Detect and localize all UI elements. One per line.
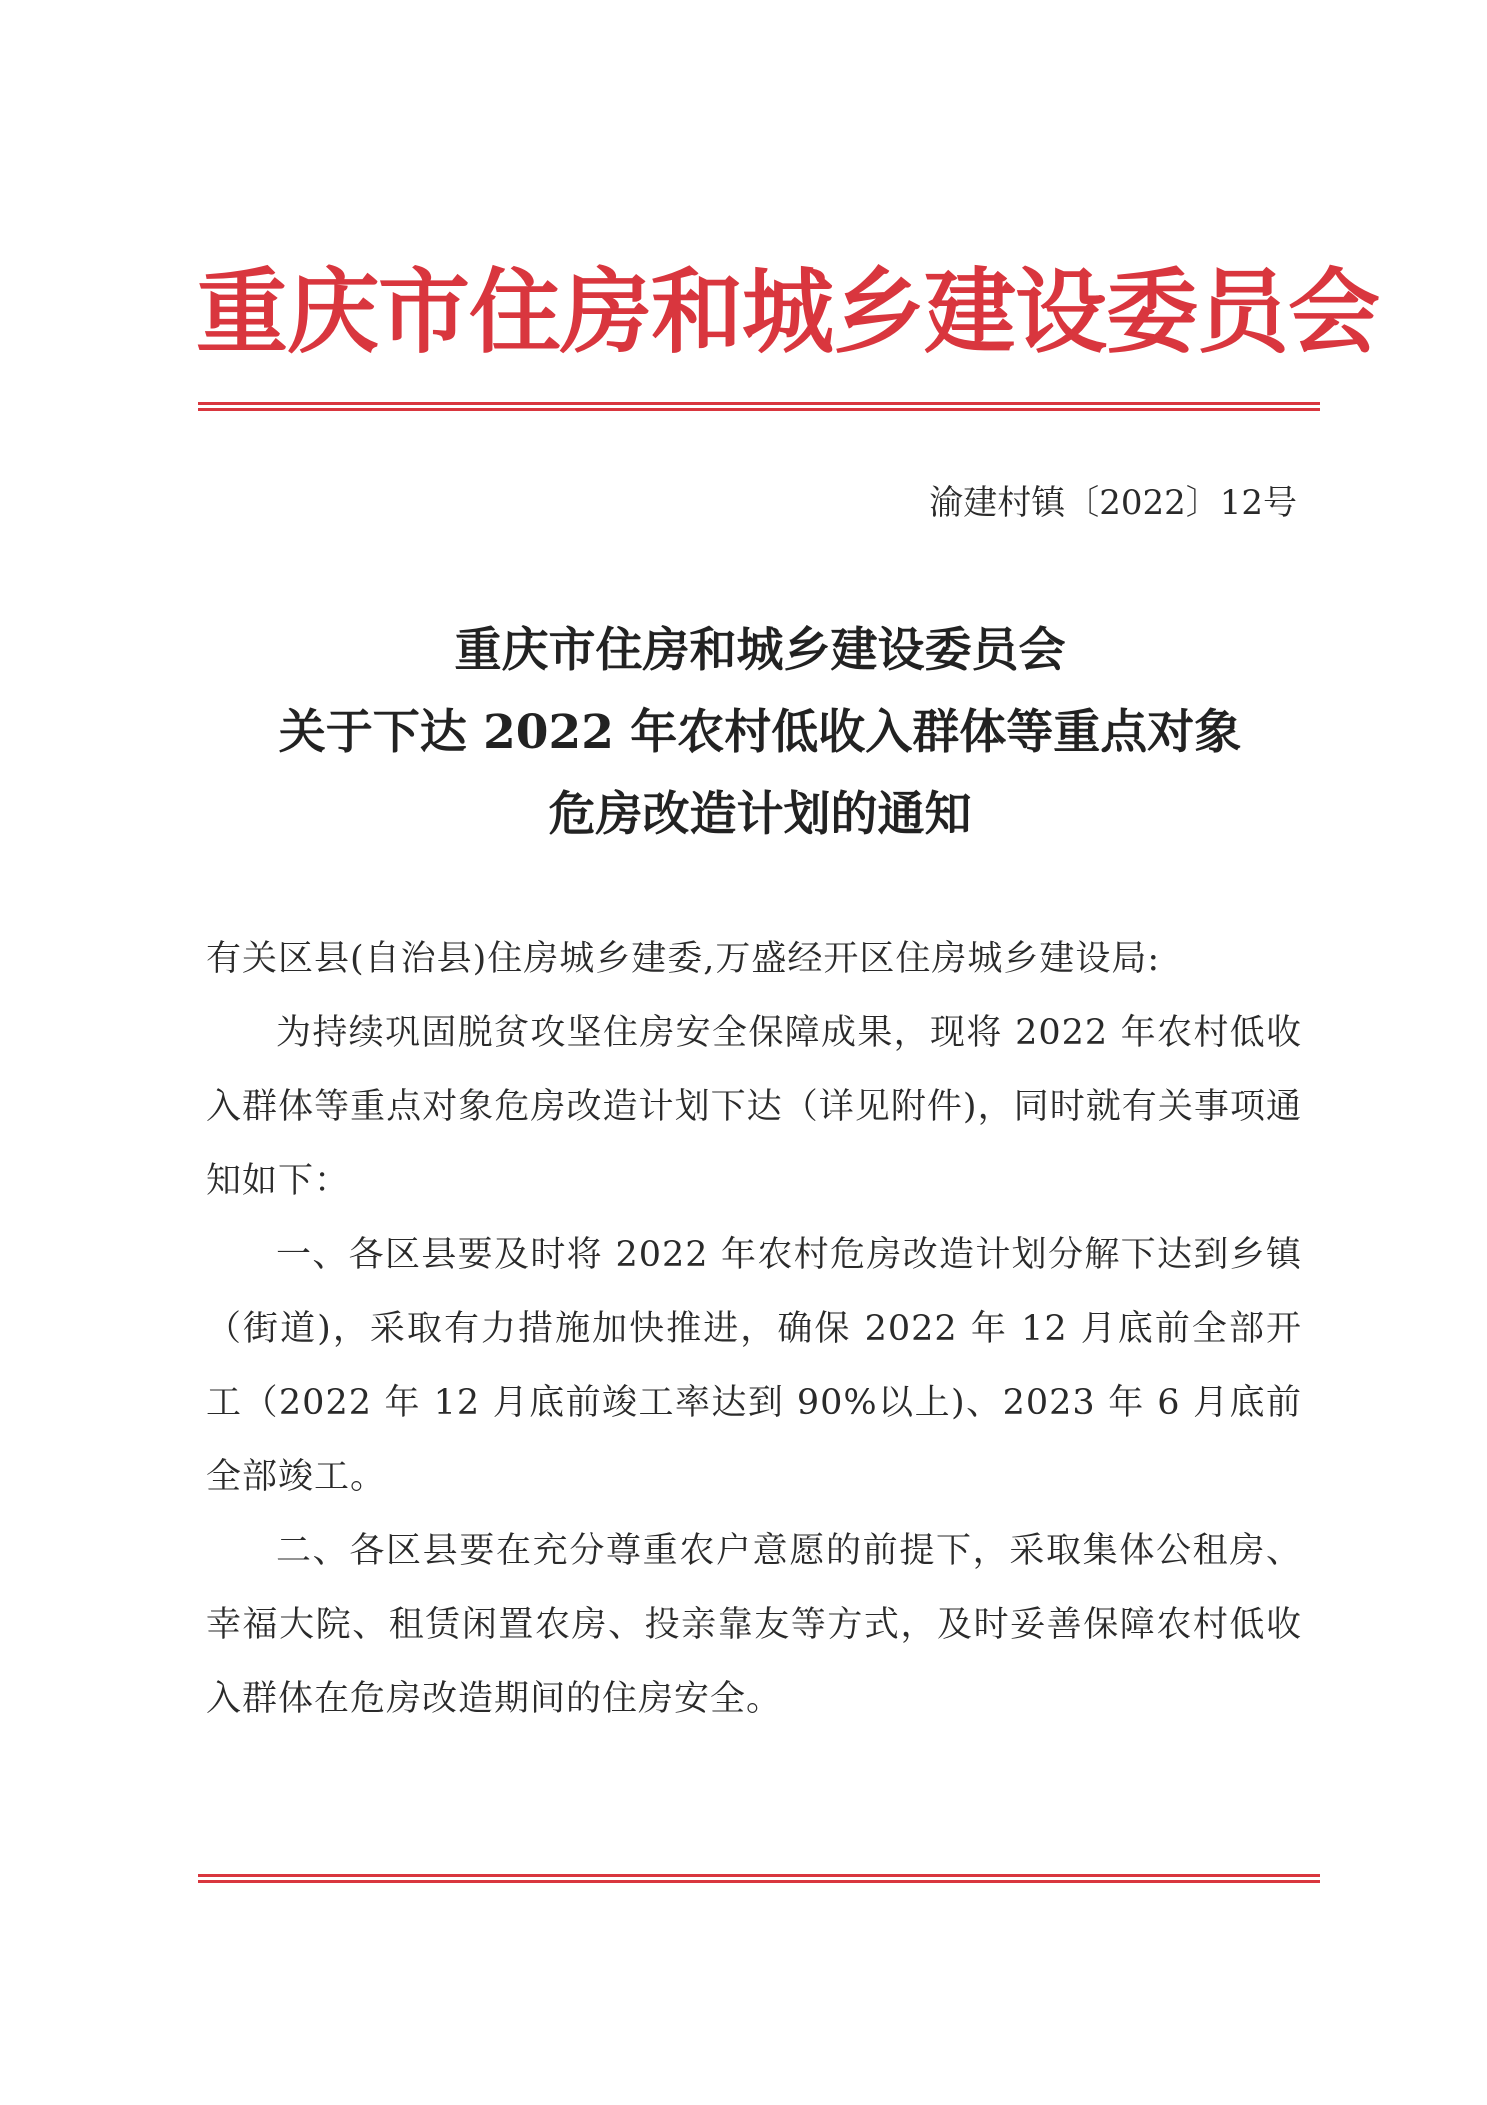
body-paragraph-item-1: 一、各区县要及时将 2022 年农村危房改造计划分解下达到乡镇（街道)，采取有力措施加快推进，确保 2022 年 12 月底前全部开工（2022 年 12 月底前竣工率达到 90%以上)、2023 年 6 月底前全部竣工。 <box>206 1235 1302 1497</box>
body-paragraph-intro: 为持续巩固脱贫攻坚住房安全保障成果，现将 2022 年农村低收入群体等重点对象危房改造计划下达（详见附件)，同时就有关事项通知如下： <box>206 1013 1302 1201</box>
document-title <box>198 610 1322 856</box>
title-line-1: 重庆市住房和城乡建设委员会 <box>454 623 1066 678</box>
issuer-masthead: 重庆市住房和城乡建设委员会 <box>196 258 1380 366</box>
rule-line <box>198 408 1320 411</box>
footer-red-rule <box>198 1874 1320 1883</box>
title-line-2: 关于下达 2022 年农村低收入群体等重点对象 <box>278 705 1242 760</box>
document-body <box>206 922 1302 1736</box>
rule-line <box>198 1874 1320 1877</box>
document-number: 渝建村镇〔2022〕12号 <box>929 483 1297 523</box>
rule-line <box>198 1880 1320 1883</box>
rule-line <box>198 402 1320 405</box>
addressee: 有关区县(自治县)住房城乡建委,万盛经开区住房城乡建设局: <box>206 939 1161 979</box>
title-line-3: 危房改造计划的通知 <box>548 787 972 842</box>
body-paragraph-item-2: 二、各区县要在充分尊重农户意愿的前提下，采取集体公租房、幸福大院、租赁闲置农房、投亲靠友等方式，及时妥善保障农村低收入群体在危房改造期间的住房安全。 <box>206 1531 1302 1719</box>
header-red-rule <box>198 402 1320 411</box>
